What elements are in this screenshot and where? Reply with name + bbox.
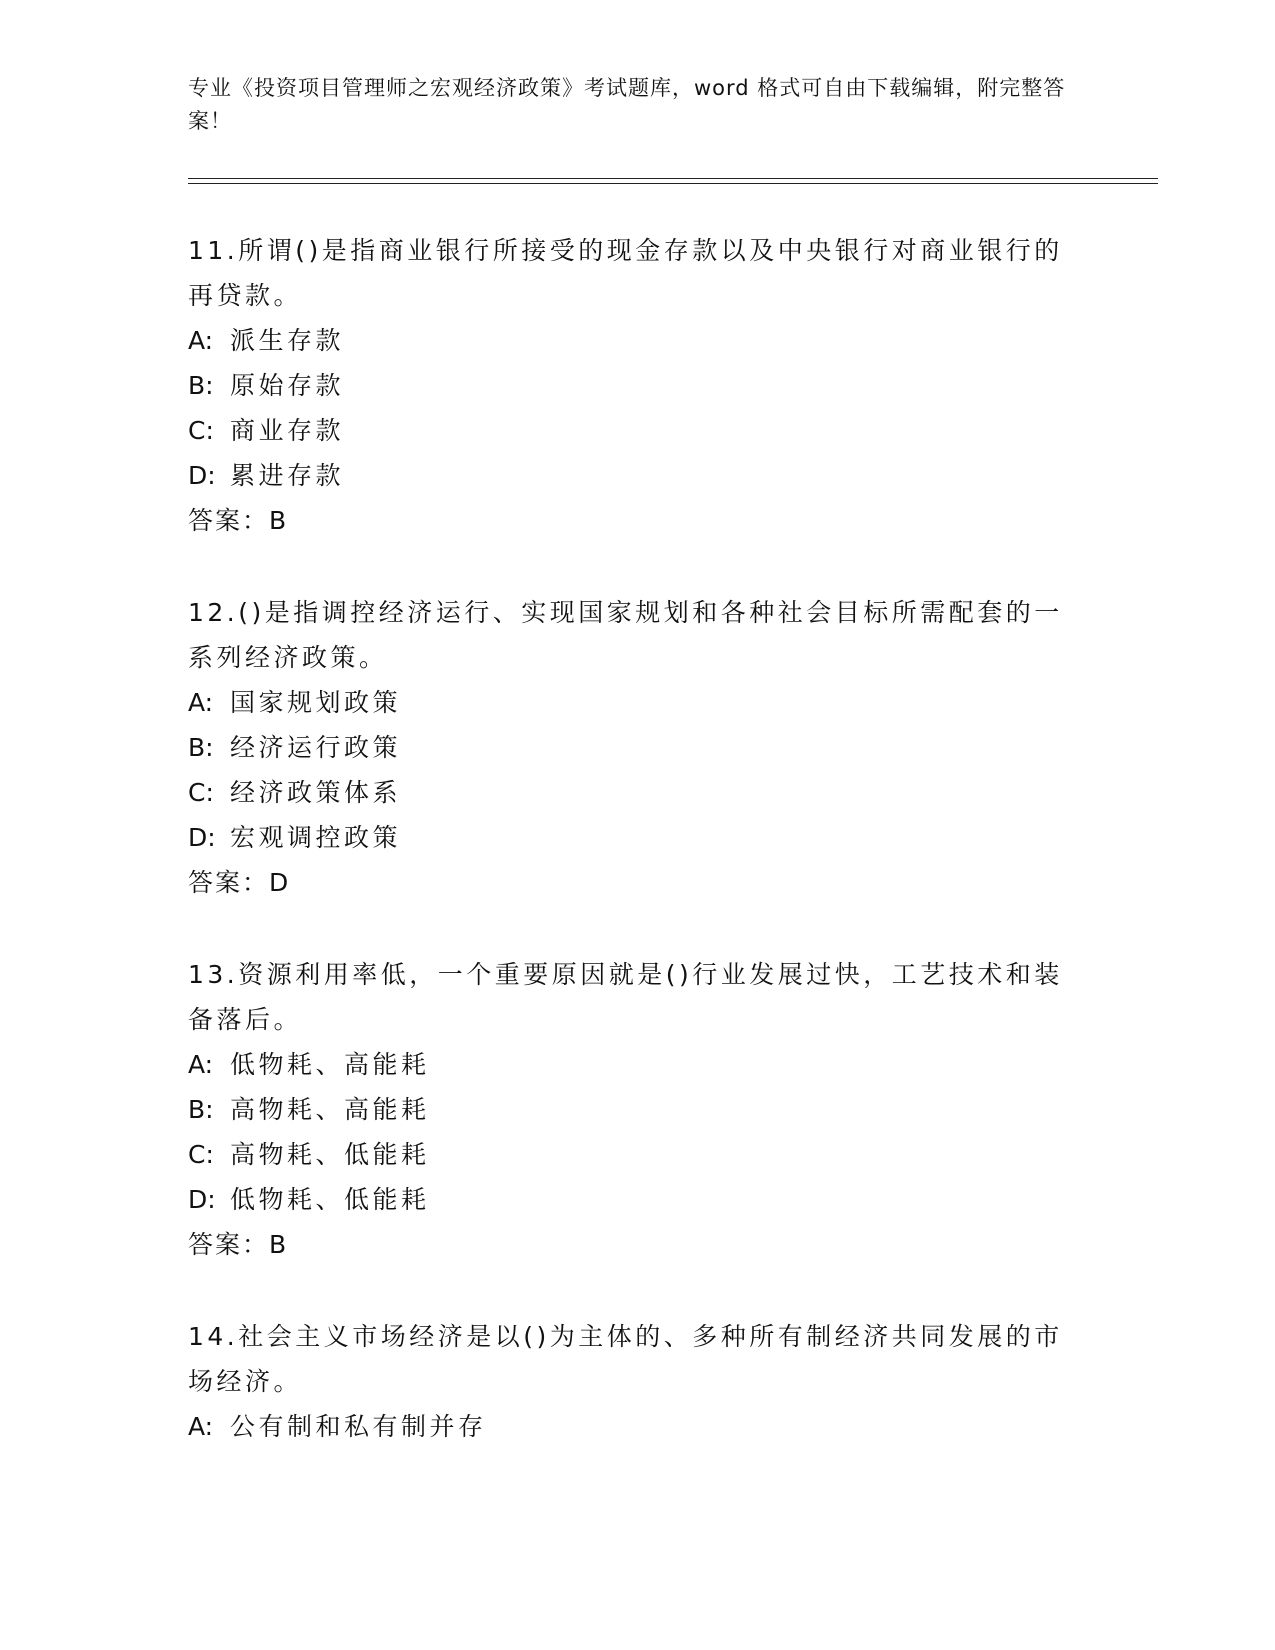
option-text: 经济政策体系	[230, 778, 402, 807]
question-14	[188, 1314, 1088, 1449]
option-letter: D:	[188, 461, 216, 490]
option-text: 经济运行政策	[230, 733, 402, 762]
document-header: 专业《投资项目管理师之宏观经济政策》考试题库，word 格式可自由下载编辑，附完整答案！	[188, 76, 1066, 133]
answer-line	[188, 498, 1088, 543]
header-divider-bottom	[188, 183, 1158, 184]
option-c	[188, 408, 1088, 453]
option-letter: B:	[188, 1095, 214, 1124]
option-b	[188, 363, 1088, 408]
question-12	[188, 590, 1088, 905]
option-letter: A:	[188, 1050, 214, 1079]
option-a	[188, 1042, 1088, 1087]
question-11	[188, 228, 1088, 543]
option-a	[188, 318, 1088, 363]
option-letter: B:	[188, 733, 214, 762]
option-b	[188, 725, 1088, 770]
option-letter: A:	[188, 688, 214, 717]
option-c	[188, 770, 1088, 815]
option-a	[188, 680, 1088, 725]
option-text: 低物耗、高能耗	[230, 1050, 430, 1079]
answer-value: B	[269, 506, 288, 535]
option-text: 高物耗、低能耗	[230, 1140, 430, 1169]
answer-value: D	[269, 868, 290, 897]
option-text: 宏观调控政策	[230, 823, 402, 852]
option-text: 高物耗、高能耗	[230, 1095, 430, 1124]
answer-value: B	[269, 1230, 288, 1259]
option-letter: C:	[188, 416, 214, 445]
option-a	[188, 1404, 1088, 1449]
option-d	[188, 1177, 1088, 1222]
option-letter: B:	[188, 371, 214, 400]
option-text: 派生存款	[230, 326, 345, 355]
answer-label: 答案：	[188, 506, 270, 535]
option-letter: D:	[188, 823, 216, 852]
option-d	[188, 453, 1088, 498]
option-b	[188, 1087, 1088, 1132]
option-letter: C:	[188, 778, 214, 807]
option-text: 低物耗、低能耗	[230, 1185, 430, 1214]
option-letter: A:	[188, 1412, 214, 1441]
header-divider-top	[188, 178, 1158, 179]
option-text: 国家规划政策	[230, 688, 402, 717]
question-13	[188, 952, 1088, 1267]
option-c	[188, 1132, 1088, 1177]
option-letter: C:	[188, 1140, 214, 1169]
option-d	[188, 815, 1088, 860]
question-stem: 13.资源利用率低，一个重要原因就是()行业发展过快，工艺技术和装备落后。	[188, 960, 1063, 1034]
option-text: 公有制和私有制并存	[230, 1412, 487, 1441]
option-letter: A:	[188, 326, 214, 355]
answer-label: 答案：	[188, 868, 270, 897]
option-text: 原始存款	[230, 371, 345, 400]
option-text: 累进存款	[230, 461, 345, 490]
question-stem: 14.社会主义市场经济是以()为主体的、多种所有制经济共同发展的市场经济。	[188, 1322, 1063, 1396]
option-letter: D:	[188, 1185, 216, 1214]
question-stem: 12.()是指调控经济运行、实现国家规划和各种社会目标所需配套的一系列经济政策。	[188, 598, 1063, 672]
question-stem: 11.所谓()是指商业银行所接受的现金存款以及中央银行对商业银行的再贷款。	[188, 236, 1063, 310]
answer-label: 答案：	[188, 1230, 270, 1259]
answer-line	[188, 1222, 1088, 1267]
option-text: 商业存款	[230, 416, 345, 445]
answer-line	[188, 860, 1088, 905]
